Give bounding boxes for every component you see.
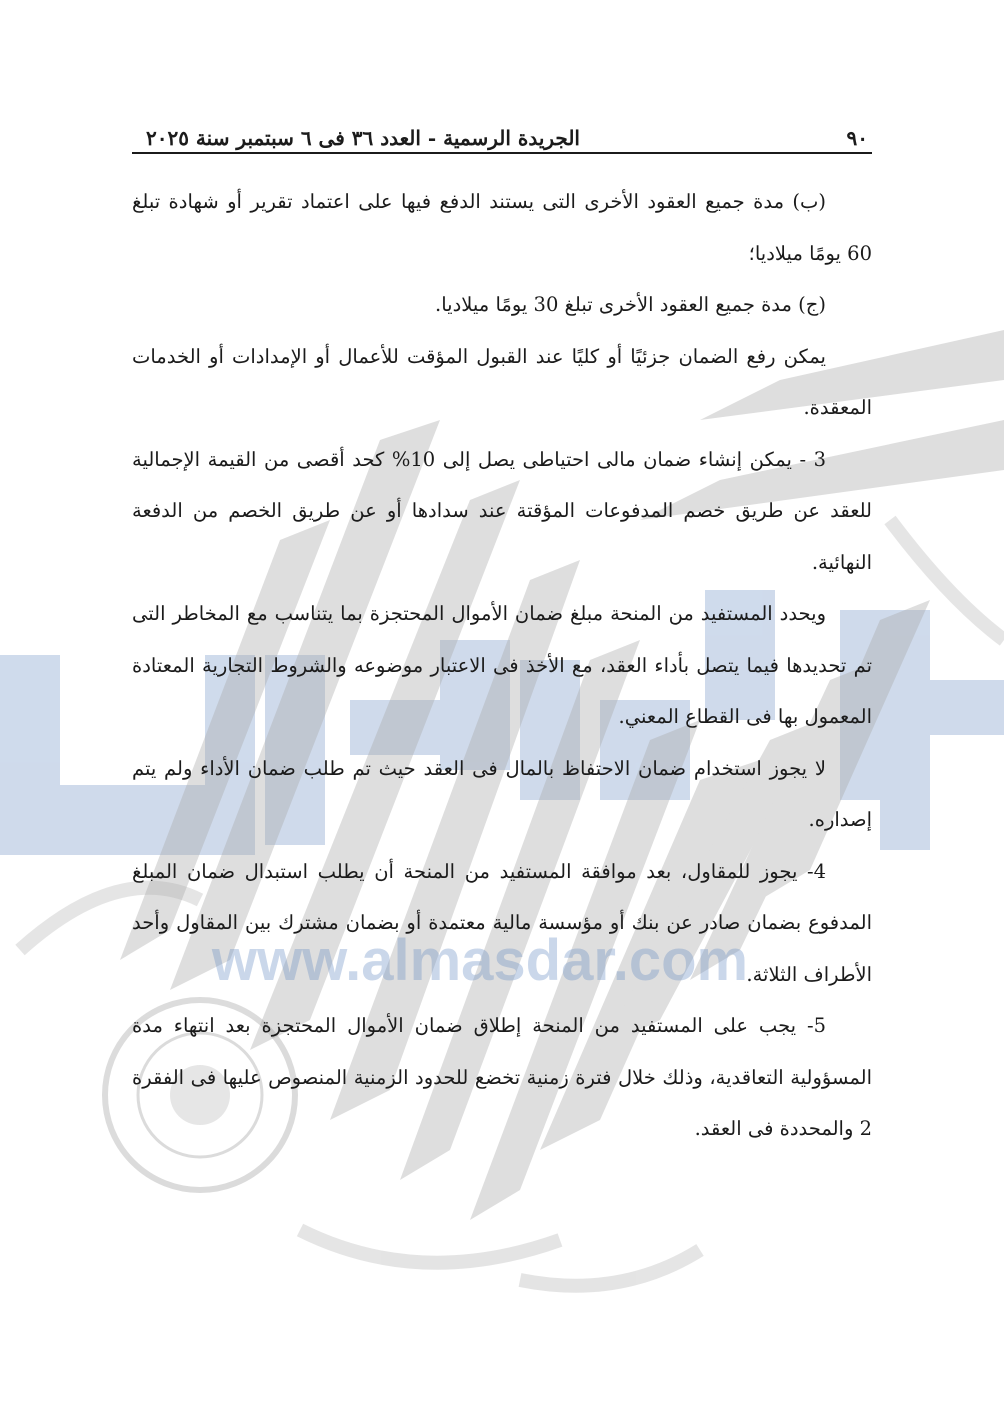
paragraph-3: 3 - يمكن إنشاء ضمان مالى احتياطى يصل إلى 10% كحد أقصى من القيمة الإجمالية للعقد عن طريق خصم المدفوعات المؤقتة عند سدادها أو عن طريق الخصم من الدفعة النهائية. (132, 447, 872, 574)
paragraph-guarantee-release: يمكن رفع الضمان جزئيًا أو كليًا عند القبول المؤقت للأعمال أو الإمدادات أو الخدمات المعقدة. (132, 344, 872, 419)
paragraph-c: (ج) مدة جميع العقود الأخرى تبلغ 30 يومًا ميلاديا. (435, 293, 826, 316)
page-number: ٩٠ (846, 126, 868, 150)
watermark-url: www.almasdar.com (211, 928, 749, 993)
paragraph-5: 5- يجب على المستفيد من المنحة إطلاق ضمان الأموال المحتجزة بعد انتهاء مدة المسؤولية التعاقدية، وذلك خلال فترة زمنية تخضع للحدود الزمنية المنصوص عليها فى الفقرة 2 والمحددة فى العقد. (132, 1014, 872, 1140)
header-rule (132, 152, 872, 154)
paragraph-b: (ب) مدة جميع العقود الأخرى التى يستند الدفع فيها على اعتماد تقرير أو شهادة تبلغ 60 يومًا ميلاديا؛ (132, 190, 872, 265)
paragraph-4: 4- يجوز للمقاول، بعد موافقة المستفيد من المنحة أن يطلب استبدال ضمان المبلغ المدفوع بضمان صادر عن بنك أو مؤسسة مالية معتمدة أو بضمان مشترك بين المقاول وأحد الأطراف الثلاثة. (132, 859, 872, 986)
publication-title: الجريدة الرسمية - العدد ٣٦ فى ٦ سبتمبر سنة ٢٠٢٥ (146, 126, 580, 150)
paragraph-retention-amount: ويحدد المستفيد من المنحة مبلغ ضمان الأموال المحتجزة بما يتناسب مع المخاطر التى تم تحديدها فيما يتصل بأداء العقد، مع الأخذ فى الاعتبار موضوعه والشروط التجارية المعتادة المعمول بها فى القطاع المعني. (132, 602, 872, 728)
page-header (132, 112, 872, 150)
gazette-page (132, 112, 872, 1155)
body-text (132, 176, 872, 1155)
paragraph-retention-restriction: لا يجوز استخدام ضمان الاحتفاظ بالمال فى العقد حيث تم طلب ضمان الأداء ولم يتم إصداره. (132, 756, 872, 831)
